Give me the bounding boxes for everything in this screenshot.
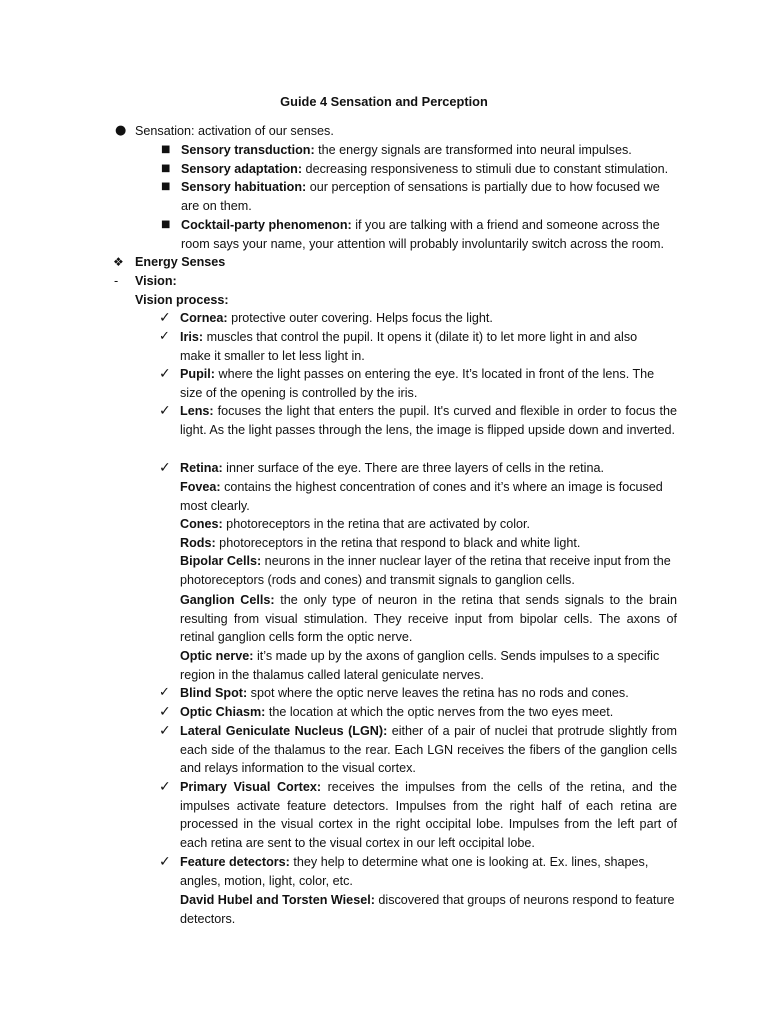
list-item [180, 534, 677, 553]
term-label: Retina: [180, 461, 223, 475]
term-label: Sensory transduction: [181, 143, 315, 157]
term-label: Lateral Geniculate Nucleus (LGN): [180, 724, 388, 738]
term-text: where the light passes on entering the eye. It’s located in front of the lens. The size of the opening is controlled by the iris. [180, 367, 655, 400]
list-item [180, 328, 650, 365]
square-bullet-icon: ■ [161, 144, 171, 155]
term-label: Sensory habituation: [181, 180, 307, 194]
list-item [180, 722, 677, 778]
term-text: the only type of neuron in the retina that sends signals to the brain resulting from visual stimulation. They receive input from bipolar cells. The axons of retinal ganglion cells form the optic nerve. [180, 593, 677, 644]
term-label: Blind Spot: [180, 686, 248, 700]
list-item [180, 684, 677, 703]
term-text: inner surface of the eye. There are three layers of cells in the retina. [222, 461, 604, 475]
term-label: Cones: [180, 517, 223, 531]
term-text: neurons in the inner nuclear layer of the retina that receive input from the photoreceptors (rods and cones) and transmit signals to ganglion cells. [180, 554, 671, 587]
term-label: Ganglion Cells: [180, 593, 275, 607]
square-bullet-icon: ■ [161, 181, 171, 192]
checkmark-icon: ✓ [159, 854, 171, 870]
checkmark-icon: ✓ [159, 310, 171, 326]
term-text: our perception of sensations is partially due to how focused we are on them. [181, 180, 660, 213]
term-text: either of a pair of nuclei that protrude slightly from each side of the thalamus to the rear. Each LGN receives the fibers of the ganglion cells and relays information to the visual cortex. [180, 724, 677, 775]
term-label: David Hubel and Torsten Wiesel: [180, 893, 375, 907]
term-text: they help to determine what one is looking at. Ex. lines, shapes, angles, motion, light, color, etc. [180, 855, 649, 888]
term-text: protective outer covering. Helps focus the light. [227, 311, 493, 325]
list-item [181, 178, 661, 215]
list-item [180, 703, 677, 722]
sensation-text: : activation of our senses. [191, 124, 334, 138]
energy-senses-heading: Energy Senses [135, 255, 226, 269]
term-text: if you are talking with a friend and someone across the room says your name, your attention will probably involuntarily switch across the room. [181, 218, 664, 251]
checkmark-icon: ✓ [159, 723, 171, 739]
term-text: decreasing responsiveness to stimuli due to constant stimulation. [302, 162, 669, 176]
term-text: discovered that groups of neurons respond to feature detectors. [180, 893, 675, 926]
list-item [180, 853, 655, 890]
term-text: focuses the light that enters the pupil. It's curved and flexible in order to focus the light. As the light passes through the lens, the image is flipped upside down and inverted. [180, 404, 677, 437]
list-item [181, 216, 676, 253]
square-bullet-icon: ■ [161, 163, 171, 174]
term-label: Iris: [180, 330, 204, 344]
list-item [180, 515, 677, 534]
term-text: photoreceptors in the retina that are activated by color. [222, 517, 531, 531]
term-text: contains the highest concentration of cones and it’s where an image is focused most clearly. [180, 480, 663, 513]
term-text: it’s made up by the axons of ganglion cells. Sends impulses to a specific region in the thalamus called lateral geniculate nerves. [180, 649, 660, 682]
checkmark-icon: ✓ [159, 403, 171, 419]
dash-bullet: - [114, 274, 119, 288]
list-item [180, 778, 677, 852]
term-label: Optic Chiasm: [180, 705, 266, 719]
list-item [180, 365, 660, 402]
term-label: Cornea: [180, 311, 228, 325]
term-label: Rods: [180, 536, 216, 550]
checkmark-icon: ✓ [159, 460, 171, 476]
list-item [181, 141, 681, 160]
term-label: Cocktail-party phenomenon: [181, 218, 352, 232]
term-text: photoreceptors in the retina that respond to black and white light. [215, 536, 581, 550]
vision-heading: Vision: [135, 274, 177, 288]
term-label: Fovea: [180, 480, 221, 494]
list-item [180, 478, 680, 515]
sensation-definition [135, 122, 615, 141]
list-item [180, 891, 677, 928]
term-label: Pupil: [180, 367, 215, 381]
checkmark-icon: ✓ [159, 779, 171, 795]
term-text: spot where the optic nerve leaves the retina has no rods and cones. [247, 686, 629, 700]
list-item [180, 591, 677, 647]
term-label: Primary Visual Cortex: [180, 780, 322, 794]
diamond-bullet-icon: ❖ [113, 255, 124, 269]
round-bullet-icon: ● [115, 123, 127, 138]
list-item [180, 402, 677, 439]
checkmark-icon: ✓ [159, 704, 171, 720]
list-item [180, 309, 677, 328]
sensation-term: Sensation [135, 124, 192, 138]
list-item [181, 160, 681, 179]
term-text: muscles that control the pupil. It opens it (dilate it) to let more light in and also make it smaller to let less light in. [180, 330, 638, 363]
list-item [180, 459, 677, 478]
term-label: Lens: [180, 404, 214, 418]
checkmark-icon: ✓ [159, 685, 170, 700]
term-text: receives the impulses from the cells of the retina, and the impulses activate feature detectors. Impulses from the right half of each retina are processed in the visual cortex in the right occipital lobe. Impulses from the left part of each retina are sent to the visual cortex in our left occipital lobe. [180, 780, 677, 850]
term-text: the location at which the optic nerves from the two eyes meet. [265, 705, 614, 719]
checkmark-icon: ✓ [159, 366, 171, 382]
term-label: Bipolar Cells: [180, 554, 262, 568]
list-item [180, 647, 660, 684]
document-title: Guide 4 Sensation and Perception [280, 94, 488, 109]
checkmark-icon: ✓ [159, 329, 170, 344]
term-label: Sensory adaptation: [181, 162, 303, 176]
vision-process-heading: Vision process: [135, 293, 229, 307]
term-text: the energy signals are transformed into neural impulses. [314, 143, 632, 157]
term-label: Feature detectors: [180, 855, 290, 869]
square-bullet-icon: ■ [161, 219, 171, 230]
list-item [180, 552, 677, 589]
term-label: Optic nerve: [180, 649, 254, 663]
